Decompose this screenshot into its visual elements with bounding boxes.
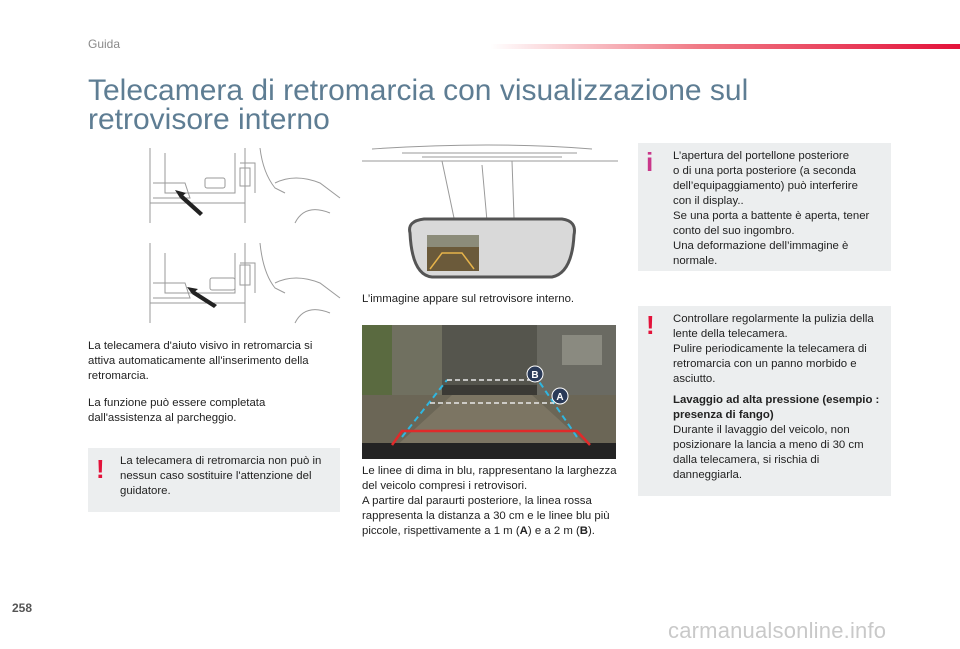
section-label: Guida — [88, 37, 121, 51]
page-number: 258 — [12, 601, 33, 615]
guide-lines-text-1: Le linee di dima in blu, rappresentano la larghezza del veicolo compresi i retrovisori. — [362, 465, 617, 492]
attention-warning-text: La telecamera di retromarcia non può in nessun caso sostituire l'attenzione del guidatore. — [120, 455, 322, 497]
guide-lines-text-2: A partire dal paraurti posteriore, la linea rossa rappresenta la distanza a 30 cm e le linee blu più piccole, rispettivamente a 1 m (A) e a 2 m (B). — [362, 495, 610, 537]
guide-lines-caption — [362, 464, 624, 539]
page-title: Telecamera di retromarcia con visualizzazione sul retrovisore interno — [88, 74, 749, 136]
marker-b: B — [531, 370, 539, 381]
cleaning-warning-box — [638, 306, 891, 496]
info-box — [638, 143, 891, 271]
rear-camera-location-illustration — [145, 143, 342, 328]
attention-warning-box — [88, 448, 340, 512]
warning-icon: ! — [646, 310, 655, 340]
label-a: A — [519, 525, 528, 537]
info-icon: i — [646, 147, 654, 177]
header-rule — [490, 44, 960, 49]
info-text: L’apertura del portellone posteriore o di una porta posteriore (a seconda dell’equipaggiamento) può interferire con il display.. Se una porta a battente è aperta, tener conto del suo ingombro. Una deformazione dell’immagine è normale. — [673, 150, 870, 267]
cleaning-warning-text: Controllare regolarmente la pulizia della lente della telecamera. Pulire periodicamente la telecamera di retromarcia con un panno morbido e asciutto. Lavaggio ad alta pressione (esempio : presenza di fango) Durante il lavaggio del veicolo, non posizionare la lancia a meno di 30 cm dalla telecamera, si rischia di danneggiarla. — [673, 313, 880, 481]
camera-view-image — [362, 325, 616, 459]
warning-icon: ! — [96, 454, 105, 484]
watermark: carmanualsonline.info — [668, 618, 887, 643]
parking-assist-text: La funzione può essere completata dall'assistenza al parcheggio. — [88, 397, 266, 424]
label-b: B — [579, 525, 589, 537]
rear-view-mirror-illustration — [362, 143, 618, 291]
mirror-caption: L’immagine appare sul retrovisore interno. — [362, 293, 575, 305]
camera-activation-text: La telecamera d'aiuto visivo in retromarcia si attiva automaticamente all'inserimento della retromarcia. — [88, 340, 313, 382]
marker-a: A — [556, 392, 564, 403]
